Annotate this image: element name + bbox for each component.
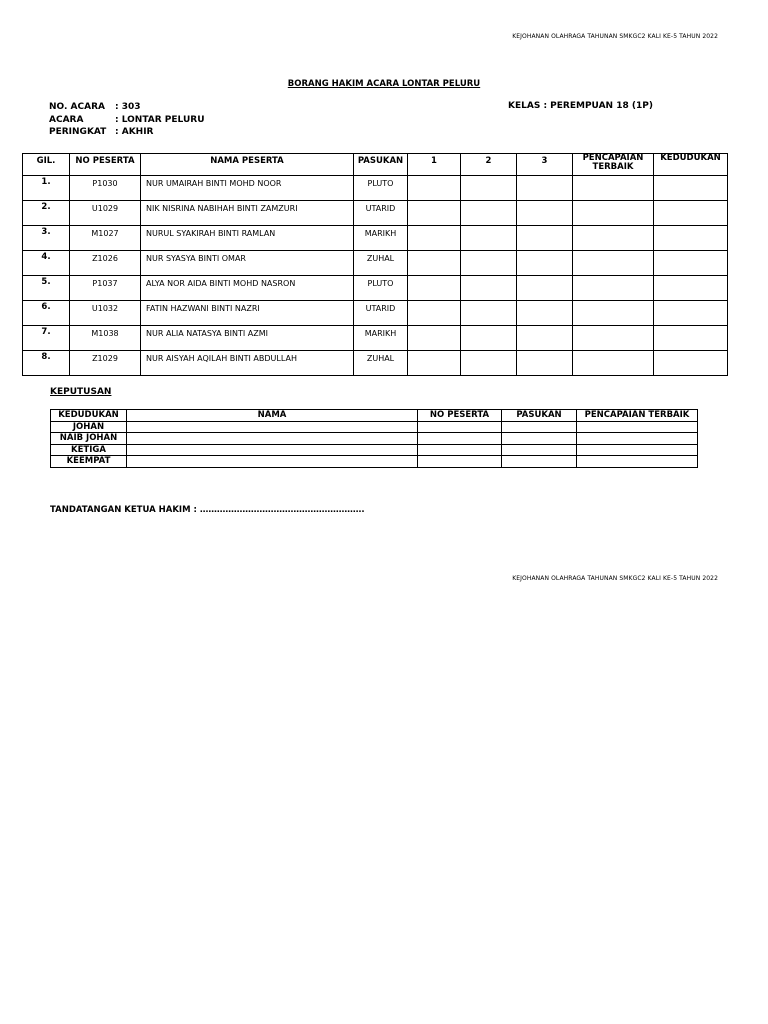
kedudukan-cell[interactable] bbox=[654, 301, 728, 326]
results-pasukan-cell[interactable] bbox=[502, 433, 577, 445]
pasukan-cell: UTARID bbox=[354, 301, 408, 326]
attempt-3-cell[interactable] bbox=[517, 176, 573, 201]
pasukan-cell: PLUTO bbox=[354, 276, 408, 301]
no-peserta-cell: M1038 bbox=[70, 326, 141, 351]
results-no-cell[interactable] bbox=[418, 456, 502, 468]
col-header-attempt-1: 1 bbox=[408, 154, 461, 176]
kedudukan-cell[interactable] bbox=[654, 226, 728, 251]
attempt-1-cell[interactable] bbox=[408, 176, 461, 201]
participants-table bbox=[22, 153, 728, 376]
kedudukan-cell[interactable] bbox=[654, 351, 728, 376]
nama-cell: NUR UMAIRAH BINTI MOHD NOOR bbox=[141, 176, 354, 201]
gil-cell: 4. bbox=[23, 251, 70, 276]
nama-cell: ALYA NOR AIDA BINTI MOHD NASRON bbox=[141, 276, 354, 301]
event-info bbox=[49, 101, 205, 139]
results-position-label: JOHAN bbox=[51, 421, 127, 433]
table-row bbox=[23, 276, 728, 301]
keputusan-label: KEPUTUSAN bbox=[50, 387, 112, 397]
pasukan-cell: MARIKH bbox=[354, 326, 408, 351]
results-position-label: KEEMPAT bbox=[51, 456, 127, 468]
attempt-1-cell[interactable] bbox=[408, 351, 461, 376]
pencapaian-cell[interactable] bbox=[573, 326, 654, 351]
attempt-1-cell[interactable] bbox=[408, 251, 461, 276]
results-pencapaian-cell[interactable] bbox=[577, 444, 698, 456]
attempt-1-cell[interactable] bbox=[408, 226, 461, 251]
gil-cell: 2. bbox=[23, 201, 70, 226]
attempt-1-cell[interactable] bbox=[408, 201, 461, 226]
attempt-3-cell[interactable] bbox=[517, 201, 573, 226]
results-nama-cell[interactable] bbox=[127, 433, 418, 445]
attempt-2-cell[interactable] bbox=[461, 301, 517, 326]
kelas-info: KELAS : PEREMPUAN 18 (1P) bbox=[508, 101, 653, 111]
results-row bbox=[51, 444, 698, 456]
attempt-3-cell[interactable] bbox=[517, 226, 573, 251]
results-pasukan-cell[interactable] bbox=[502, 456, 577, 468]
attempt-2-cell[interactable] bbox=[461, 251, 517, 276]
results-header-pencapaian: PENCAPAIAN TERBAIK bbox=[577, 410, 698, 422]
nama-cell: NIK NISRINA NABIHAH BINTI ZAMZURI bbox=[141, 201, 354, 226]
nama-cell: NURUL SYAKIRAH BINTI RAMLAN bbox=[141, 226, 354, 251]
col-header-pencapaian: PENCAPAIAN TERBAIK bbox=[573, 154, 654, 176]
results-pencapaian-cell[interactable] bbox=[577, 433, 698, 445]
col-header-no-peserta: NO PESERTA bbox=[70, 154, 141, 176]
results-position-label: KETIGA bbox=[51, 444, 127, 456]
table-row bbox=[23, 226, 728, 251]
table-row bbox=[23, 251, 728, 276]
results-pasukan-cell[interactable] bbox=[502, 421, 577, 433]
results-row bbox=[51, 433, 698, 445]
pencapaian-cell[interactable] bbox=[573, 226, 654, 251]
results-nama-cell[interactable] bbox=[127, 421, 418, 433]
page-footer: KEJOHANAN OLAHRAGA TAHUNAN SMKGC2 KALI KE-5 TAHUN 2022 bbox=[512, 575, 718, 582]
results-header-no-peserta: NO PESERTA bbox=[418, 410, 502, 422]
results-header-row bbox=[51, 410, 698, 422]
pencapaian-cell[interactable] bbox=[573, 201, 654, 226]
kedudukan-cell[interactable] bbox=[654, 201, 728, 226]
table-row bbox=[23, 176, 728, 201]
results-table bbox=[50, 409, 698, 468]
kedudukan-cell[interactable] bbox=[654, 176, 728, 201]
no-peserta-cell: Z1026 bbox=[70, 251, 141, 276]
pasukan-cell: ZUHAL bbox=[354, 351, 408, 376]
pasukan-cell: UTARID bbox=[354, 201, 408, 226]
results-pasukan-cell[interactable] bbox=[502, 444, 577, 456]
nama-cell: NUR AISYAH AQILAH BINTI ABDULLAH bbox=[141, 351, 354, 376]
attempt-2-cell[interactable] bbox=[461, 226, 517, 251]
attempt-1-cell[interactable] bbox=[408, 276, 461, 301]
attempt-2-cell[interactable] bbox=[461, 326, 517, 351]
gil-cell: 3. bbox=[23, 226, 70, 251]
gil-cell: 8. bbox=[23, 351, 70, 376]
results-row bbox=[51, 421, 698, 433]
attempt-2-cell[interactable] bbox=[461, 176, 517, 201]
pencapaian-cell[interactable] bbox=[573, 301, 654, 326]
results-header-kedudukan: KEDUDUKAN bbox=[51, 410, 127, 422]
attempt-2-cell[interactable] bbox=[461, 351, 517, 376]
form-title: BORANG HAKIM ACARA LONTAR PELURU bbox=[287, 79, 481, 89]
results-pencapaian-cell[interactable] bbox=[577, 421, 698, 433]
results-pencapaian-cell[interactable] bbox=[577, 456, 698, 468]
col-header-attempt-2: 2 bbox=[461, 154, 517, 176]
col-header-attempt-3: 3 bbox=[517, 154, 573, 176]
attempt-3-cell[interactable] bbox=[517, 276, 573, 301]
col-header-nama-peserta: NAMA PESERTA bbox=[141, 154, 354, 176]
kedudukan-cell[interactable] bbox=[654, 251, 728, 276]
no-peserta-cell: Z1029 bbox=[70, 351, 141, 376]
nama-cell: NUR SYASYA BINTI OMAR bbox=[141, 251, 354, 276]
results-nama-cell[interactable] bbox=[127, 444, 418, 456]
results-no-cell[interactable] bbox=[418, 433, 502, 445]
page-header: KEJOHANAN OLAHRAGA TAHUNAN SMKGC2 KALI KE-5 TAHUN 2022 bbox=[512, 33, 718, 40]
acara-label: ACARA bbox=[49, 114, 84, 125]
pencapaian-cell[interactable] bbox=[573, 276, 654, 301]
attempt-3-cell[interactable] bbox=[517, 351, 573, 376]
attempt-3-cell[interactable] bbox=[517, 301, 573, 326]
no-acara-value: : 303 bbox=[115, 102, 141, 112]
table-row bbox=[23, 301, 728, 326]
no-peserta-cell: P1037 bbox=[70, 276, 141, 301]
results-no-cell[interactable] bbox=[418, 421, 502, 433]
attempt-1-cell[interactable] bbox=[408, 326, 461, 351]
pasukan-cell: ZUHAL bbox=[354, 251, 408, 276]
col-header-pasukan: PASUKAN bbox=[354, 154, 408, 176]
pencapaian-cell[interactable] bbox=[573, 251, 654, 276]
results-position-label: NAIB JOHAN bbox=[51, 433, 127, 445]
no-acara-label: NO. ACARA bbox=[49, 102, 105, 112]
col-header-kedudukan: KEDUDUKAN bbox=[654, 154, 728, 176]
results-no-cell[interactable] bbox=[418, 444, 502, 456]
attempt-2-cell[interactable] bbox=[461, 201, 517, 226]
col-header-gil: GIL. bbox=[23, 154, 70, 176]
attempt-3-cell[interactable] bbox=[517, 251, 573, 276]
pencapaian-cell[interactable] bbox=[573, 351, 654, 376]
nama-cell: FATIN HAZWANI BINTI NAZRI bbox=[141, 301, 354, 326]
no-peserta-cell: U1032 bbox=[70, 301, 141, 326]
acara-value: : LONTAR PELURU bbox=[115, 114, 205, 125]
results-nama-cell[interactable] bbox=[127, 456, 418, 468]
no-peserta-cell: M1027 bbox=[70, 226, 141, 251]
gil-cell: 5. bbox=[23, 276, 70, 301]
attempt-1-cell[interactable] bbox=[408, 301, 461, 326]
results-row bbox=[51, 456, 698, 468]
pasukan-cell: PLUTO bbox=[354, 176, 408, 201]
no-peserta-cell: U1029 bbox=[70, 201, 141, 226]
table-row bbox=[23, 351, 728, 376]
kedudukan-cell[interactable] bbox=[654, 276, 728, 301]
results-header-nama: NAMA bbox=[127, 410, 418, 422]
peringkat-value: : AKHIR bbox=[115, 127, 154, 137]
table-row bbox=[23, 326, 728, 351]
signature-line: TANDATANGAN KETUA HAKIM : …………………………………………………. bbox=[50, 505, 365, 515]
gil-cell: 1. bbox=[23, 176, 70, 201]
table-header-row bbox=[23, 154, 728, 176]
kedudukan-cell[interactable] bbox=[654, 326, 728, 351]
results-header-pasukan: PASUKAN bbox=[502, 410, 577, 422]
peringkat-label: PERINGKAT bbox=[49, 127, 107, 137]
table-row bbox=[23, 201, 728, 226]
pasukan-cell: MARIKH bbox=[354, 226, 408, 251]
gil-cell: 6. bbox=[23, 301, 70, 326]
pencapaian-cell[interactable] bbox=[573, 176, 654, 201]
no-peserta-cell: P1030 bbox=[70, 176, 141, 201]
gil-cell: 7. bbox=[23, 326, 70, 351]
nama-cell: NUR ALIA NATASYA BINTI AZMI bbox=[141, 326, 354, 351]
attempt-3-cell[interactable] bbox=[517, 326, 573, 351]
attempt-2-cell[interactable] bbox=[461, 276, 517, 301]
